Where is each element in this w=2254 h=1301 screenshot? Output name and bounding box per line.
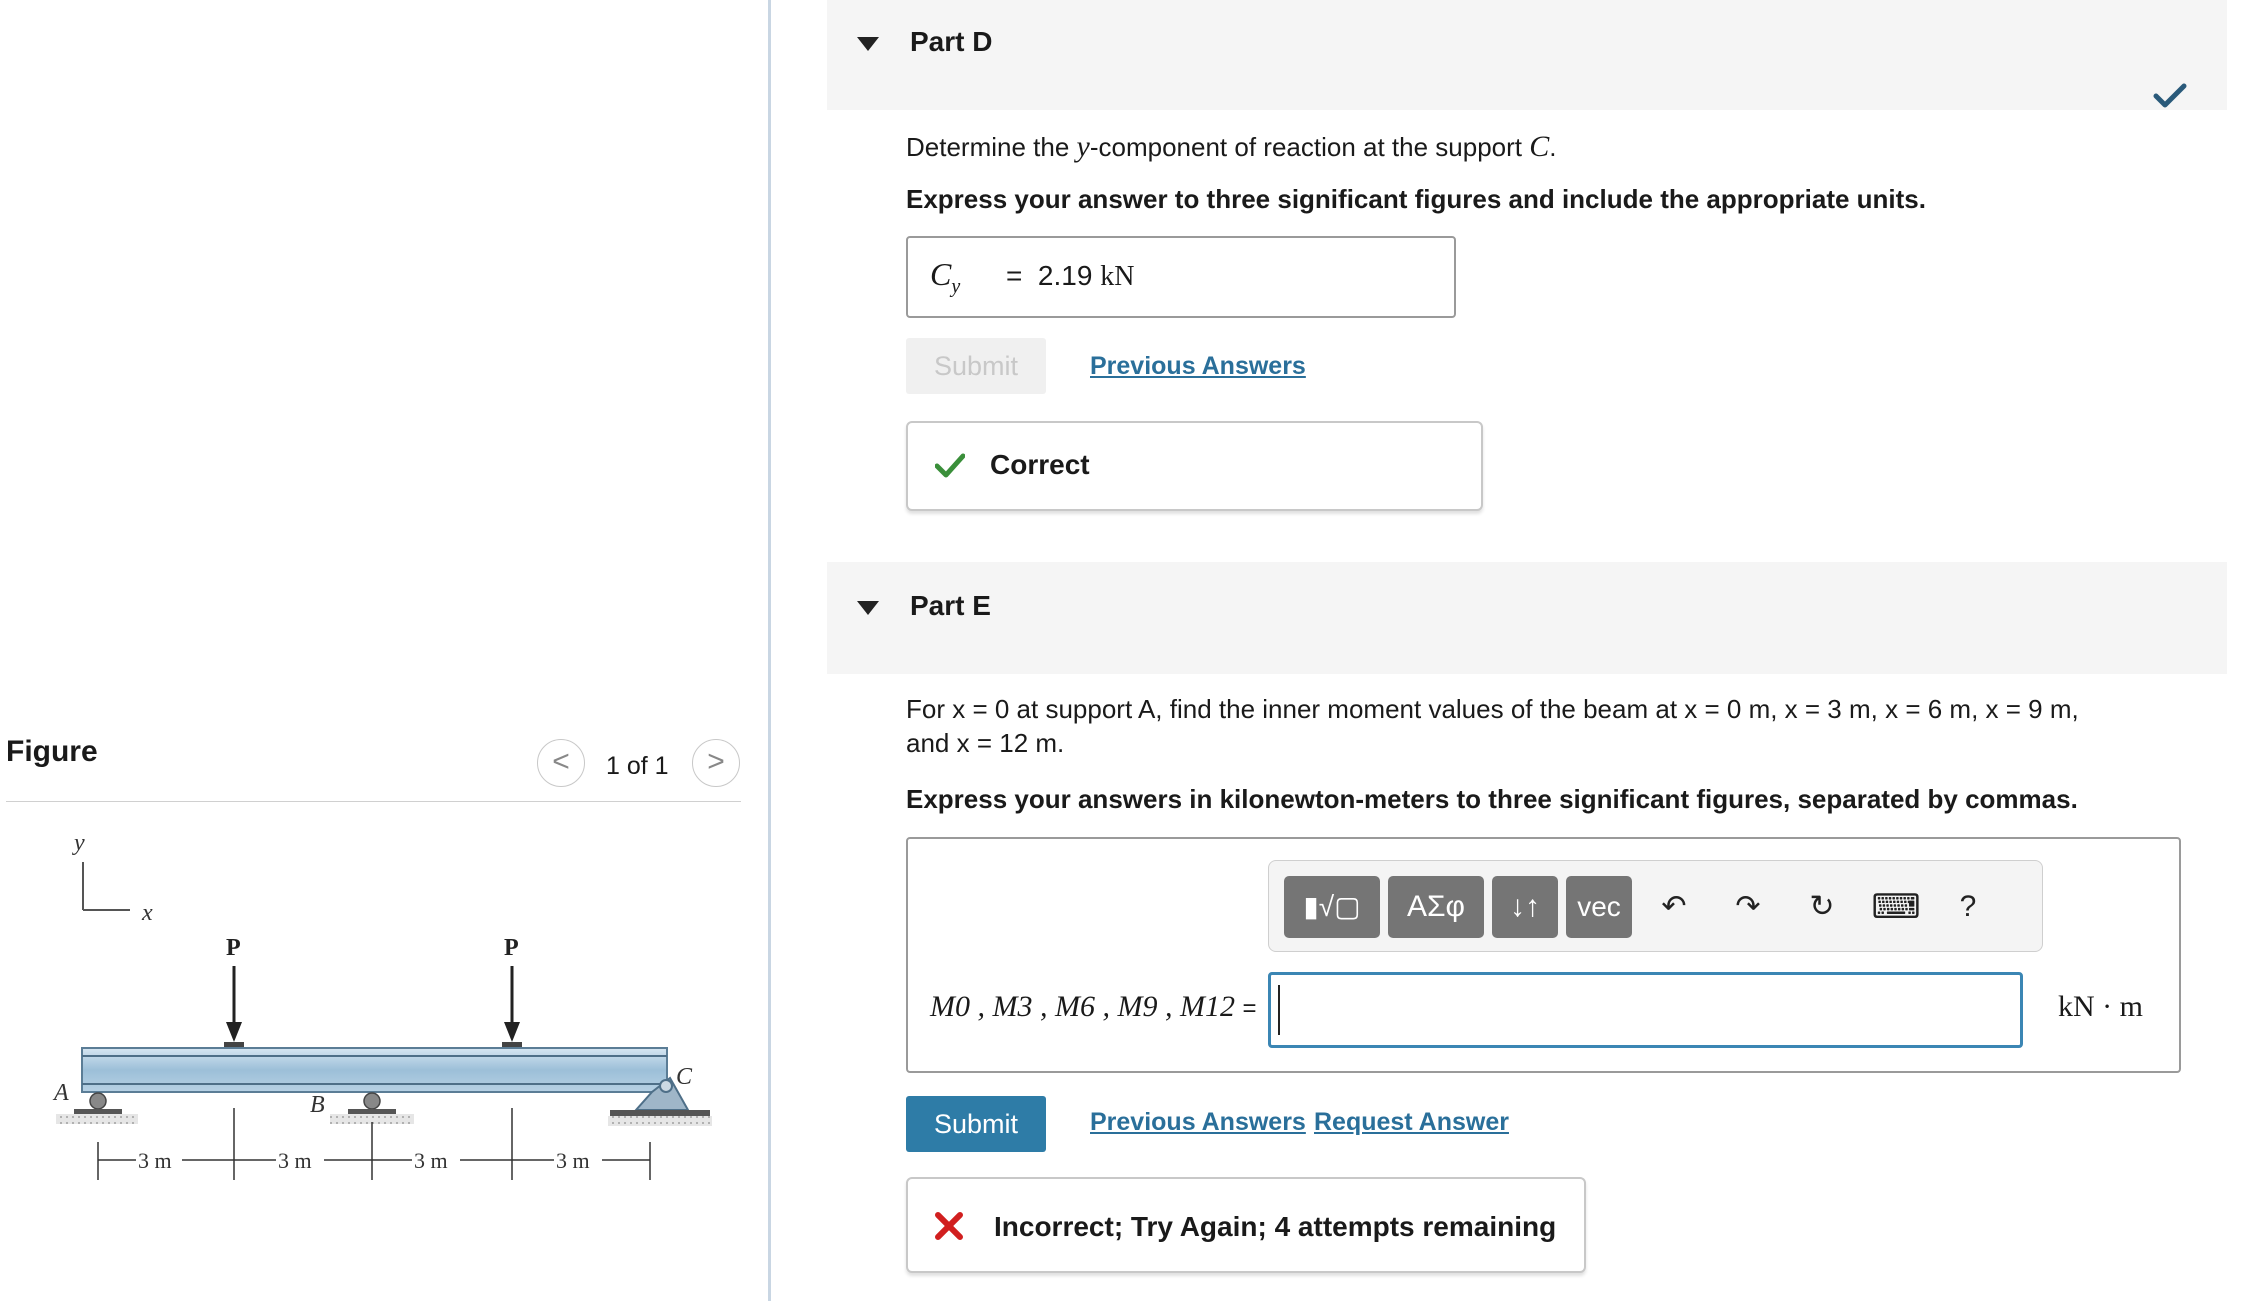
part-e-submit-button[interactable]: Submit	[906, 1096, 1046, 1152]
part-e-feedback	[906, 1177, 1586, 1273]
part-d-question: Determine the y-component of reaction at the support C.	[906, 130, 1557, 163]
support-b-roller-icon	[330, 1093, 414, 1124]
part-d-title: Part D	[910, 26, 993, 57]
part-e-instruction: Express your answers in kilonewton-meters to three significant figures, separated by commas.	[906, 784, 2078, 814]
x-axis-label: x	[142, 900, 153, 926]
y-axis-label: y	[74, 830, 85, 856]
axes-icon	[83, 862, 130, 910]
part-d-instruction: Express your answer to three significant figures and include the appropriate units.	[906, 184, 1926, 214]
figure-next-button[interactable]: >	[692, 739, 740, 787]
correct-check-icon	[935, 453, 965, 479]
part-d-collapse-caret-icon[interactable]	[857, 37, 879, 51]
figure-counter: 1 of 1	[606, 752, 669, 780]
incorrect-x-icon	[934, 1211, 964, 1241]
load-2-arrow-icon	[502, 966, 522, 1048]
figure-panel	[0, 0, 768, 1301]
part-e-previous-answers-link[interactable]: Previous Answers	[1090, 1108, 1306, 1136]
beam-figure	[40, 820, 720, 1200]
part-d-feedback-text: Correct	[990, 449, 1090, 480]
dimension-1-label: 3 m	[138, 1148, 172, 1173]
part-e-feedback-text: Incorrect; Try Again; 4 attempts remaining	[994, 1211, 1557, 1242]
part-e-answer-label: M0 , M3 , M6 , M9 , M12 =	[930, 990, 1257, 1023]
figure-separator	[6, 801, 741, 802]
part-d-submit-button[interactable]: Submit	[906, 338, 1046, 394]
redo-icon[interactable]: ↷	[1735, 890, 1761, 923]
help-icon[interactable]: ?	[1959, 890, 1977, 923]
keyboard-icon[interactable]: ⌨	[1871, 888, 1921, 926]
undo-icon[interactable]: ↶	[1661, 890, 1687, 923]
text-cursor	[1278, 985, 1280, 1035]
part-e-request-answer-link[interactable]: Request Answer	[1314, 1108, 1509, 1136]
part-e-units: kN · m	[2058, 990, 2143, 1023]
part-d-header[interactable]	[827, 0, 2227, 110]
reset-icon[interactable]: ↻	[1809, 890, 1835, 923]
vector-button[interactable]: vec	[1566, 876, 1632, 938]
dimension-3-label: 3 m	[414, 1148, 448, 1173]
part-e-answer-input[interactable]	[1268, 972, 2023, 1048]
greek-symbols-button[interactable]: ΑΣφ	[1388, 876, 1484, 938]
part-d-previous-answers-link[interactable]: Previous Answers	[1090, 352, 1306, 380]
part-e-header[interactable]	[827, 562, 2227, 674]
load-2-label: P	[504, 935, 519, 961]
dimension-2-label: 3 m	[278, 1148, 312, 1173]
support-b-label: B	[310, 1092, 325, 1118]
support-a-label: A	[54, 1080, 69, 1106]
beam-shape	[82, 1048, 667, 1092]
part-e-collapse-caret-icon[interactable]	[857, 601, 879, 615]
load-1-arrow-icon	[224, 966, 244, 1048]
part-d-feedback	[906, 421, 1483, 511]
part-d-answer-label: $C_y$	[930, 256, 961, 298]
math-toolbar	[1268, 860, 2043, 952]
support-c-label: C	[676, 1064, 693, 1090]
part-e-question-line-1: For x = 0 at support A, find the inner moment values of the beam at x = 0 m, x = 3 m, x = 6 m, x = 9 m,	[906, 694, 2079, 724]
part-d-answer-value: = 2.19 kN	[1006, 260, 1135, 292]
part-e-title: Part E	[910, 590, 991, 621]
part-d-complete-check-icon	[2153, 82, 2187, 110]
part-d-answer-box	[906, 236, 1456, 318]
figure-title: Figure	[6, 735, 98, 768]
panel-divider	[768, 0, 771, 1301]
load-1-label: P	[226, 935, 241, 961]
templates-button[interactable]: ▮√▢	[1284, 876, 1380, 938]
dimension-4-label: 3 m	[556, 1148, 590, 1173]
arrows-button[interactable]: ↓↑	[1492, 876, 1558, 938]
part-e-question-line-2: and x = 12 m.	[906, 728, 1065, 758]
figure-prev-button[interactable]: <	[537, 739, 585, 787]
